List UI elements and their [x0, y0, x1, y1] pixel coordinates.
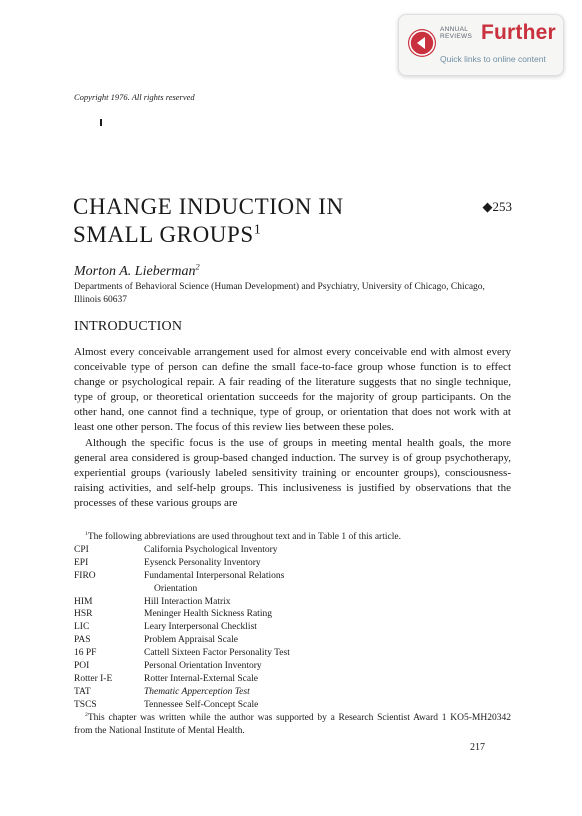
- abbreviation-row: [74, 557, 511, 570]
- abbreviation-key: TSCS: [74, 699, 97, 710]
- annual-reviews-logo-text: [440, 26, 472, 40]
- banner-line-reviews: REVIEWS: [440, 33, 473, 40]
- annual-reviews-further-banner[interactable]: [398, 14, 564, 76]
- title-line-2-text: SMALL GROUPS: [73, 222, 254, 247]
- paragraph: Although the specific focus is the use of groups in meeting mental health goals, the more general area considered is group-based changed induction. The survey is of group psychotherapy, experiential groups (variously labeled sensitivity training or encounter groups), consciousness-raising activities, and self-help groups. This inclusiveness is justified by observations that the processes of these various groups are: [74, 436, 511, 509]
- play-arrow-icon: [408, 29, 436, 57]
- abbreviation-key: [74, 583, 144, 596]
- abbreviation-key: TAT: [74, 686, 91, 697]
- abbreviation-key: FIRO: [74, 570, 96, 581]
- abbreviation-definition: Fundamental Interpersonal Relations: [144, 570, 285, 581]
- abbreviation-key: PAS: [74, 635, 91, 646]
- abbreviation-definition: Tennessee Self-Concept Scale: [144, 699, 259, 710]
- abbreviation-row: [74, 621, 511, 634]
- paragraph: Almost every conceivable arrangement used for almost every conceivable end with almost every conceivable type of person can define the small face-to-face group whose function is to effect change or psychological repair. A fair reading of the literature suggests that no single technique, type of group, or theoretical orientation succeeds for the majority of group participants. On the other hand, one cannot find a technique, type of group, or orientation that does not work with at least one other person. The focus of this review lies between these poles.: [74, 346, 511, 434]
- banner-title: Further: [481, 21, 556, 44]
- footnote-1-mark: 1: [85, 530, 88, 537]
- footnote-1: [74, 531, 511, 544]
- footnote-2: [74, 712, 511, 738]
- abbreviation-definition: Cattell Sixteen Factor Personality Test: [144, 648, 290, 659]
- abbreviation-row: [74, 660, 511, 673]
- banner-line-annual: ANNUAL: [440, 26, 469, 33]
- section-heading: INTRODUCTION: [74, 319, 183, 334]
- margin-mark: [100, 119, 102, 126]
- author-name-text: Morton A. Lieberman: [74, 264, 196, 279]
- abbreviation-key: LIC: [74, 622, 90, 633]
- abbreviation-definition: Hill Interaction Matrix: [144, 596, 231, 607]
- abbreviation-key: EPI: [74, 557, 89, 568]
- footnote-1-text: The following abbreviations are used throughout text and in Table 1 of this article.: [87, 532, 401, 542]
- abbreviation-definition: California Psychological Inventory: [144, 544, 278, 555]
- abbreviation-row: [74, 647, 511, 660]
- author-footnote-mark: 2: [195, 262, 200, 272]
- abbreviation-key: Rotter I-E: [74, 673, 113, 684]
- abbreviation-row: [74, 608, 511, 621]
- body-text: [74, 345, 511, 511]
- abbreviation-definition: Rotter Internal-External Scale: [144, 673, 258, 684]
- title-line-2: [73, 221, 344, 249]
- page-number: 217: [470, 742, 485, 753]
- title-line-1: CHANGE INDUCTION IN: [73, 194, 344, 219]
- abbreviation-key: HIM: [74, 596, 93, 607]
- title-footnote-mark: 1: [253, 221, 262, 237]
- article-title: [73, 193, 344, 249]
- abbreviation-definition: Eysenck Personality Inventory: [144, 557, 261, 568]
- abbreviation-row: [74, 686, 511, 699]
- abbreviation-row: [74, 544, 511, 557]
- abbreviation-key: 16 PF: [74, 648, 97, 659]
- banner-subtitle: Quick links to online content: [440, 54, 546, 64]
- footnote-2-mark: 2: [85, 711, 88, 718]
- abbreviation-definition: Orientation: [154, 583, 198, 594]
- abbreviation-key: CPI: [74, 544, 89, 555]
- abbreviation-row: [74, 570, 511, 583]
- abbreviation-definition: Leary Interpersonal Checklist: [144, 622, 257, 633]
- abbreviation-list: [74, 544, 511, 712]
- copyright-notice: Copyright 1976. All rights reserved: [74, 92, 195, 102]
- abbreviation-row: [74, 596, 511, 609]
- abbreviation-row: [74, 699, 511, 712]
- abbreviation-definition: Problem Appraisal Scale: [144, 635, 238, 646]
- footnote-2-text: This chapter was written while the author was supported by a Research Scientist Award 1 KO5-MH20342 from the National Institute of Mental Health.: [74, 712, 511, 736]
- abbreviation-definition: Personal Orientation Inventory: [144, 661, 262, 672]
- abbreviation-key: HSR: [74, 609, 93, 620]
- abbreviation-definition: Thematic Apperception Test: [144, 686, 250, 697]
- author-affiliation: Departments of Behavioral Science (Human Development) and Psychiatry, University of Chicago, Chicago, Illinois 60637: [74, 282, 485, 305]
- abbreviation-key: POI: [74, 661, 90, 672]
- chapter-marker: ◆253: [482, 199, 512, 214]
- abbreviation-row: [74, 673, 511, 686]
- footnotes: [74, 531, 511, 738]
- abbreviation-row: [74, 583, 511, 596]
- author-name: [74, 264, 200, 280]
- abbreviation-row: [74, 634, 511, 647]
- abbreviation-definition: Meninger Health Sickness Rating: [144, 609, 272, 620]
